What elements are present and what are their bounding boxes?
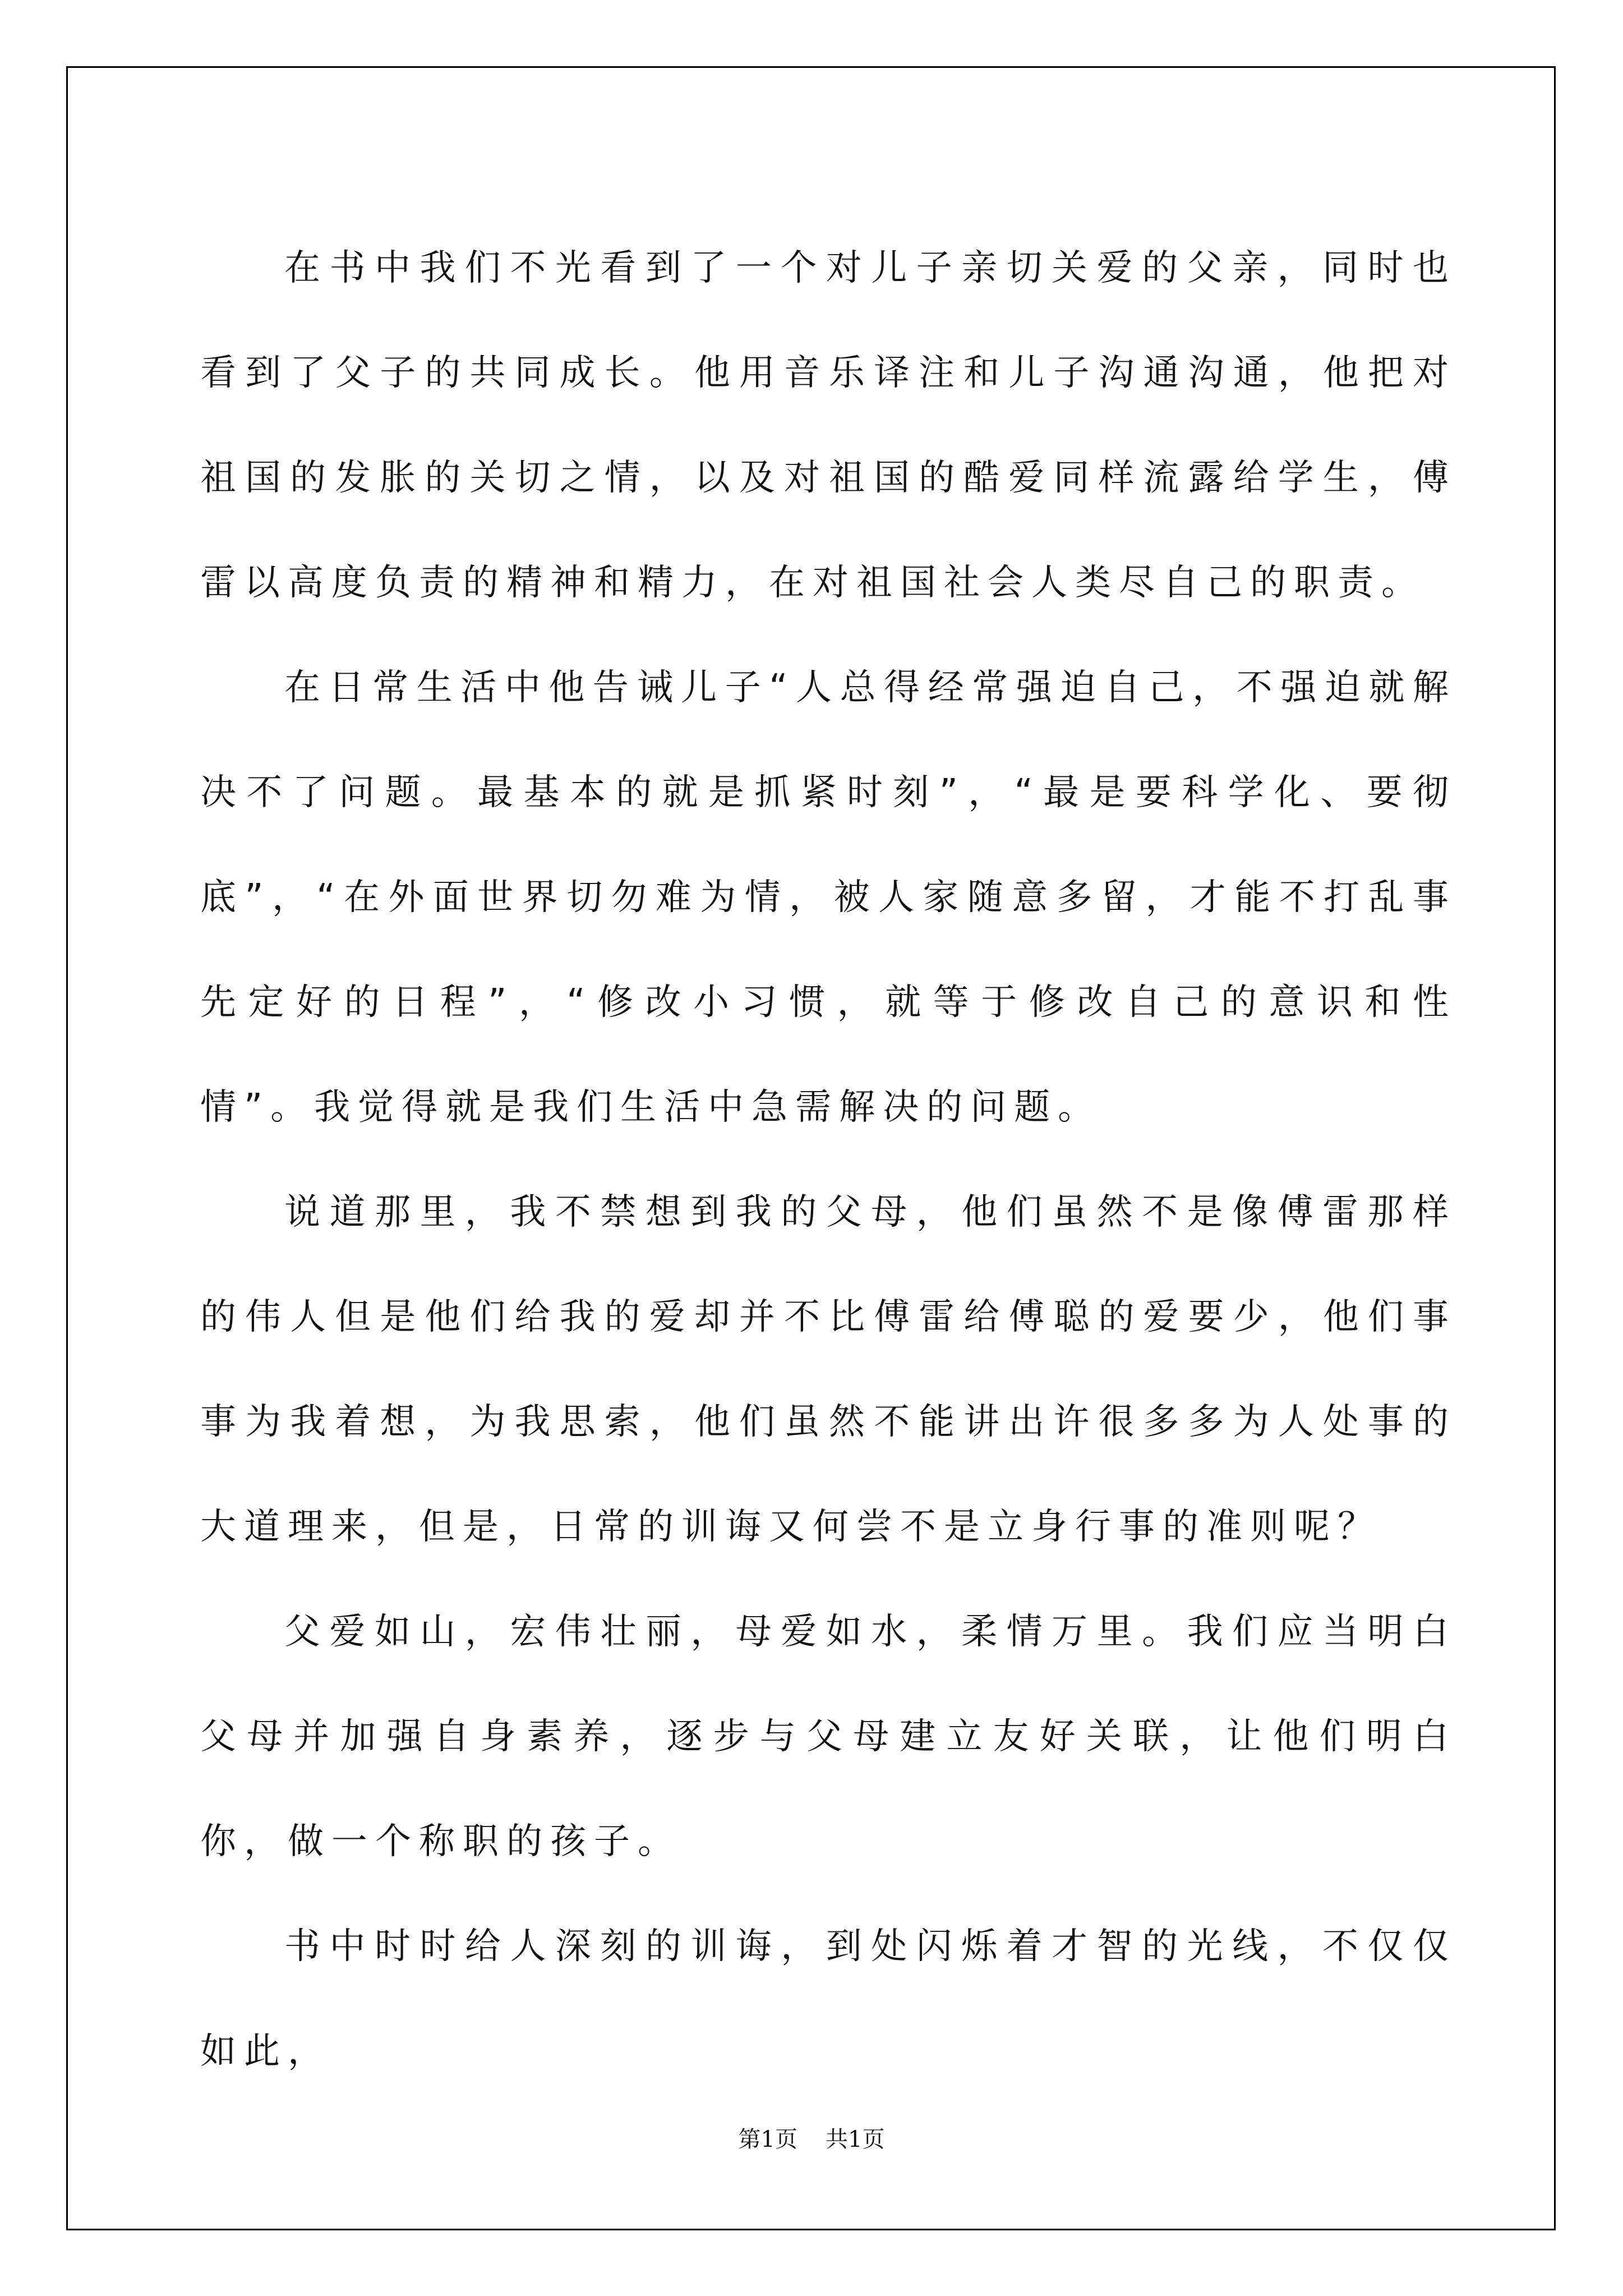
paragraph-3: 说道那里，我不禁想到我的父母，他们虽然不是像傅雷那样的伟人但是他们给我的爱却并不比傅雷给傅聪的爱要少，他们事事为我着想，为我思索，他们虽然不能讲出许很多多为人处事的大道理来，但是，日常的训诲又何尝不是立身行事的准则呢？	[200, 1191, 1456, 1548]
paragraph-2: 在日常生活中他告诫儿子“人总得经常强迫自己，不强迫就解决不了问题。最基本的就是抓紧时刻”，“最是要科学化、要彻底”，“在外面世界切勿难为情，被人家随意多留，才能不打乱事先定好的日程”，“修改小习惯，就等于修改自己的意识和性情”。我觉得就是我们生活中急需解决的问题。	[200, 667, 1456, 1128]
page-number: 第1页	[738, 2127, 797, 2152]
paragraph-1: 在书中我们不光看到了一个对儿子亲切关爱的父亲，同时也看到了父子的共同成长。他用音乐译注和儿子沟通沟通，他把对祖国的发胀的关切之情，以及对祖国的酷爱同样流露给学生，傅雷以高度负责的精神和精力，在对祖国社会人类尽自己的职责。	[200, 247, 1456, 604]
paragraph-5: 书中时时给人深刻的训诲，到处闪烁着才智的光线，不仅仅如此，	[200, 1926, 1456, 2072]
paragraph-4: 父爱如山，宏伟壮丽，母爱如水，柔情万里。我们应当明白父母并加强自身素养，逐步与父母建立友好关联，让他们明白你，做一个称职的孩子。	[200, 1611, 1456, 1862]
document-body	[200, 216, 1456, 2104]
page-total: 共1页	[826, 2127, 885, 2152]
page-footer	[0, 2122, 1623, 2154]
